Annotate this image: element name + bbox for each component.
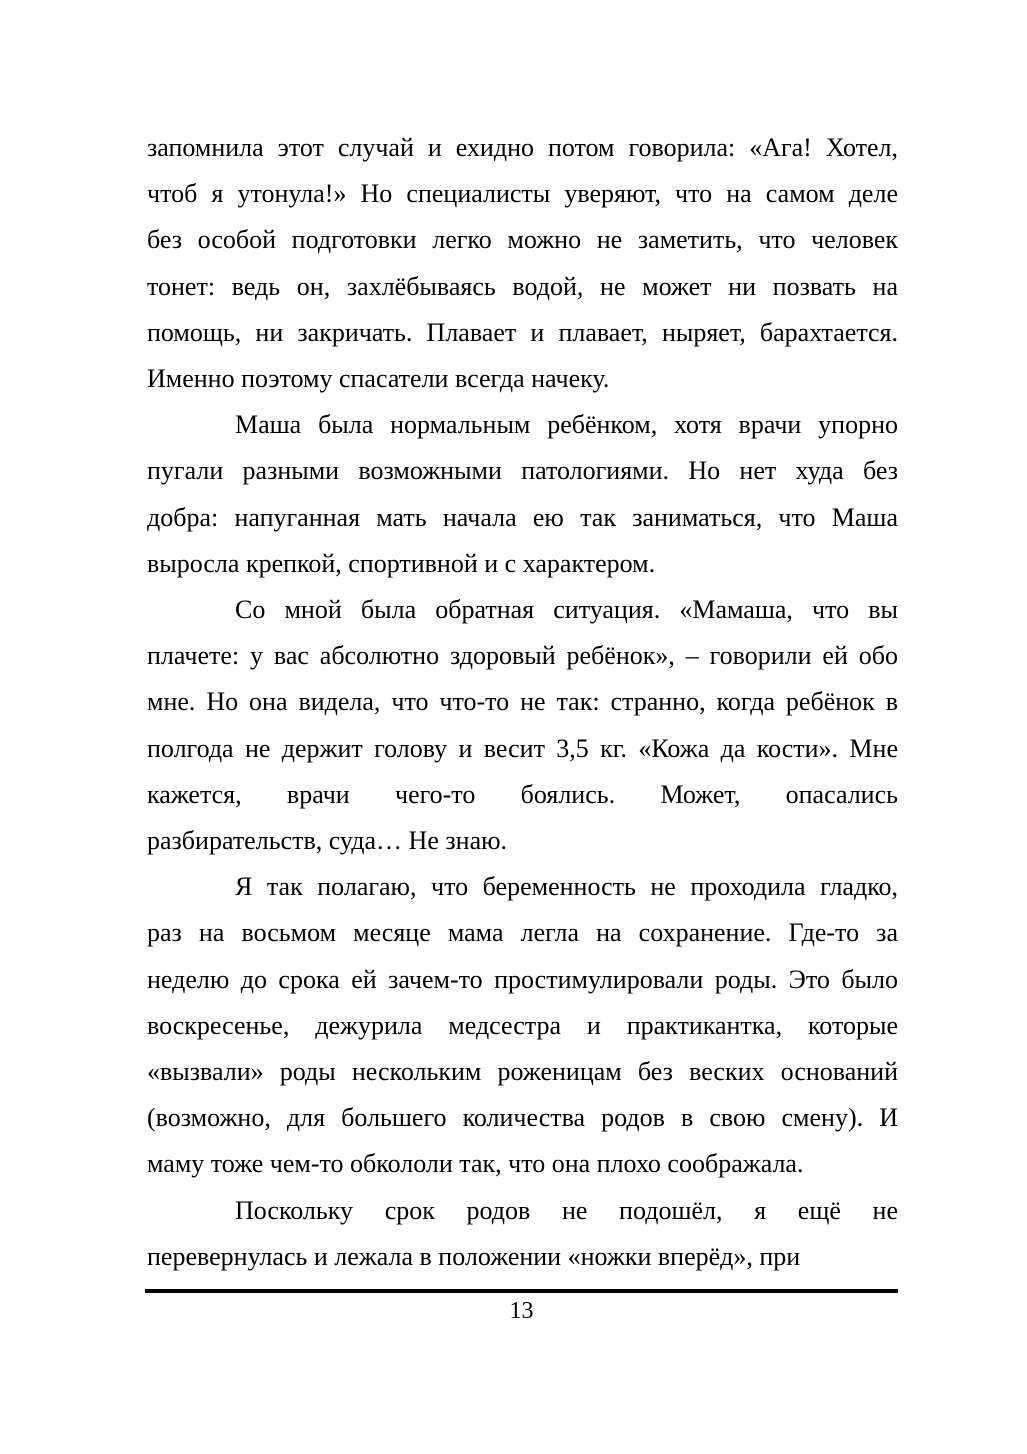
text-line: добра: напуганная мать начала ею так заниматься, что Маша (147, 502, 898, 532)
text-line: тонет: ведь он, захлёбываясь водой, не может ни позвать на (147, 271, 898, 301)
text-line: «вызвали» роды нескольким роженицам без веских оснований (147, 1057, 898, 1087)
text-line: кажется, врачи чего-то боялись. Может, опасались (147, 779, 898, 809)
footer-rule (145, 1289, 898, 1293)
paragraph (147, 587, 898, 864)
text-line: Со мной была обратная ситуация. «Мамаша, что вы (235, 595, 898, 625)
text-line: мне. Но она видела, что что-то не так: странно, когда ребёнок в (147, 687, 898, 717)
paragraph (147, 125, 898, 402)
text-line: Маша была нормальным ребёнком, хотя врачи упорно (235, 410, 898, 440)
text-line: Я так полагаю, что беременность не проходила гладко, (235, 872, 898, 902)
text-line: Именно поэтому спасатели всегда начеку. (147, 364, 610, 394)
text-line: чтоб я утонула!» Но специалисты уверяют, что на самом деле (147, 179, 898, 209)
text-line: раз на восьмом месяце мама легла на сохранение. Где-то за (147, 918, 898, 948)
text-line: плачете: у вас абсолютно здоровый ребёнок», – говорили ей обо (147, 641, 898, 671)
text-block (147, 125, 898, 1280)
text-line: полгода не держит голову и весит 3,5 кг. «Кожа да кости». Мне (147, 733, 898, 763)
paragraph (147, 1188, 898, 1280)
paragraph (147, 402, 898, 587)
text-line: помощь, ни закричать. Плавает и плавает, ныряет, барахтается. (147, 317, 898, 347)
page-number: 13 (509, 1298, 534, 1324)
text-line: неделю до срока ей зачем-то простимулировали роды. Это было (147, 964, 898, 994)
text-line: пугали разными возможными патологиями. Но нет худа без (147, 456, 898, 486)
text-line: разбирательств, суда… Не знаю. (147, 826, 508, 856)
text-line: воскресенье, дежурила медсестра и практикантка, которые (147, 1010, 898, 1040)
text-line: без особой подготовки легко можно не заметить, что человек (147, 225, 898, 255)
text-line: маму тоже чем-то обкололи так, что она плохо соображала. (147, 1149, 804, 1179)
text-line: перевернулась и лежала в положении «ножки вперёд», при (147, 1241, 801, 1271)
text-line: (возможно, для большего количества родов в свою смену). И (147, 1103, 898, 1133)
text-line: Поскольку срок родов не подошёл, я ещё не (235, 1195, 898, 1225)
text-line: выросла крепкой, спортивной и с характером. (147, 548, 656, 578)
text-line: запомнила этот случай и ехидно потом говорила: «Ага! Хотел, (147, 133, 898, 162)
paragraph (147, 864, 898, 1187)
